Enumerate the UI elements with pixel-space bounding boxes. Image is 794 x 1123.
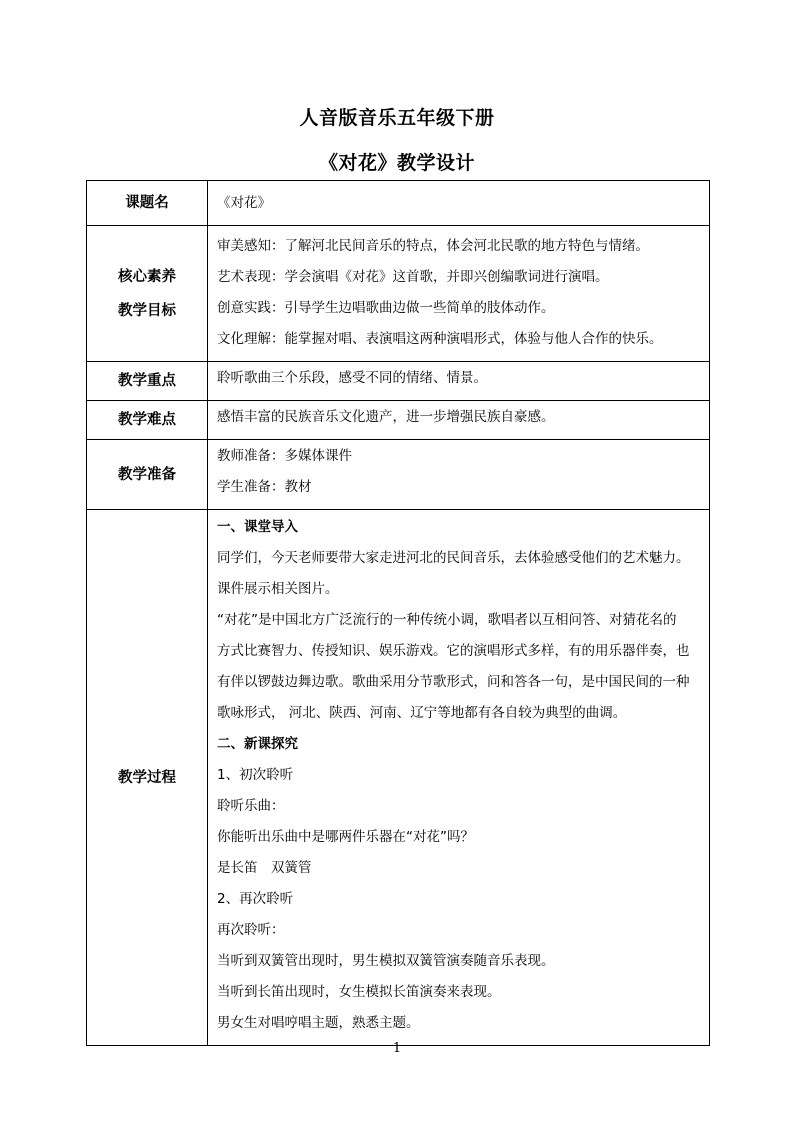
content-line: 聆听乐曲： — [217, 798, 285, 814]
section-heading: 一、课堂导入 — [217, 519, 298, 535]
table-row-topic — [87, 181, 710, 226]
content-line: 当听到长笛出现时，女生模拟长笛演奏来表现。 — [217, 984, 501, 1000]
content-line: 方式比赛智力、传授知识、娱乐游戏。它的演唱形式多样，有的用乐器伴奏，也 — [217, 643, 690, 659]
content-line: 学生准备：教材 — [217, 479, 312, 495]
row-label-cell — [87, 510, 208, 1046]
content-line: 2、再次聆听 — [217, 891, 294, 907]
content-line: 审美感知：了解河北民间音乐的特点，体会河北民歌的地方特色与情绪。 — [217, 238, 649, 254]
content-line: 教师准备：多媒体课件 — [217, 448, 352, 464]
row-label-cell — [87, 226, 208, 362]
page-number: 1 — [392, 1041, 402, 1056]
content-line: 创意实践：引导学生边唱歌曲边做一些简单的肢体动作。 — [217, 300, 555, 316]
content-line: 歌咏形式， 河北、陕西、河南、辽宁等地都有各自较为典型的曲调。 — [217, 705, 627, 721]
content-line: 有伴以锣鼓边舞边歌。歌曲采用分节歌形式，问和答各一句，是中国民间的一种 — [217, 674, 690, 690]
content-line: 你能听出乐曲中是哪两件乐器在“对花”吗？ — [217, 829, 474, 845]
row-content-cell — [208, 401, 710, 440]
section-heading: 二、新课探究 — [217, 736, 298, 752]
table-row-focus — [87, 362, 710, 401]
content-line: 课件展示相关图片。 — [217, 581, 339, 597]
row-label: 教学难点 — [118, 412, 176, 428]
content-line: 感悟丰富的民族音乐文化遗产，进一步增强民族自豪感。 — [217, 409, 555, 425]
content-line: 再次聆听： — [217, 922, 285, 938]
document-title-line2: 《对花》教学设计 — [318, 152, 475, 174]
row-content-cell — [208, 226, 710, 362]
row-content-cell — [208, 510, 710, 1046]
content-line: 《对花》 — [217, 195, 271, 211]
row-content-cell — [208, 362, 710, 401]
document-title-line1: 人音版音乐五年级下册 — [299, 107, 495, 129]
row-label-cell — [87, 440, 208, 510]
row-label-cell — [87, 181, 208, 226]
content-line: 艺术表现：学会演唱《对花》这首歌，并即兴创编歌词进行演唱。 — [217, 269, 609, 285]
table-row-difficulty — [87, 401, 710, 440]
content-line: 是长笛 双簧管 — [217, 860, 312, 876]
content-line: 文化理解：能掌握对唱、表演唱这两种演唱形式，体验与他人合作的快乐。 — [217, 331, 663, 347]
content-line: 同学们，今天老师要带大家走进河北的民间音乐，去体验感受他们的艺术魅力。 — [217, 550, 690, 566]
row-content-cell — [208, 181, 710, 226]
content-line: 当听到双簧管出现时，男生模拟双簧管演奏随音乐表现。 — [217, 953, 555, 969]
lesson-plan-table — [86, 180, 710, 1046]
row-label-cell — [87, 401, 208, 440]
row-content-cell — [208, 440, 710, 510]
row-label: 教学目标 — [118, 302, 176, 319]
table-row-process — [87, 510, 710, 1046]
row-label: 核心素养 — [118, 268, 176, 285]
table-row-prep — [87, 440, 710, 510]
row-label-cell — [87, 362, 208, 401]
content-line: 聆听歌曲三个乐段，感受不同的情绪、情景。 — [217, 370, 487, 386]
row-label: 课题名 — [125, 195, 169, 211]
row-label: 教学过程 — [118, 769, 176, 786]
content-line: 男女生对唱哼唱主题，熟悉主题。 — [217, 1015, 420, 1031]
row-label: 教学准备 — [118, 466, 176, 483]
content-line: 1、初次聆听 — [217, 767, 294, 783]
table-row-core — [87, 226, 710, 362]
row-label: 教学重点 — [118, 373, 176, 389]
content-line: “对花”是中国北方广泛流行的一种传统小调，歌唱者以互相问答、对猜花名的 — [217, 612, 677, 628]
